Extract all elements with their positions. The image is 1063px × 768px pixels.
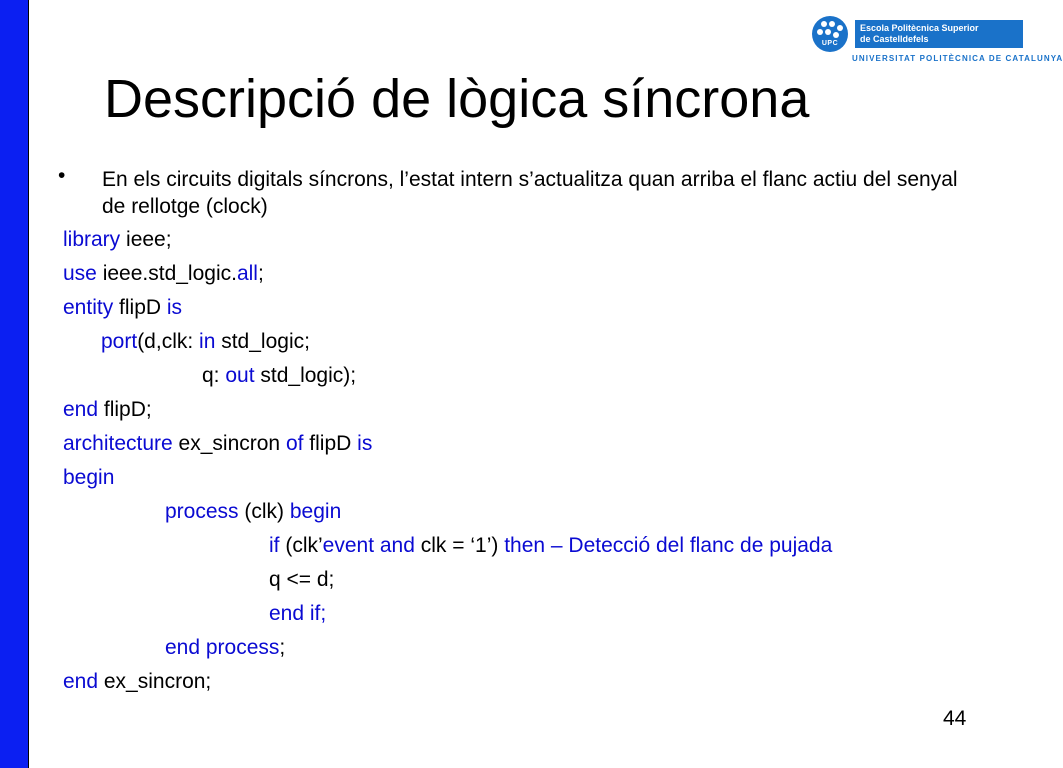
code-line-end-process: end process; xyxy=(165,636,286,659)
code-line-end-if: end if; xyxy=(269,602,327,625)
code-line-architecture: architecture ex_sincron of flipD is xyxy=(63,432,373,455)
slide-title: Descripció de lògica síncrona xyxy=(104,69,810,129)
bullet-marker: • xyxy=(58,164,66,187)
code-line-port-q: q: out std_logic); xyxy=(202,364,357,387)
school-name-line1: Escola Politècnica Superior xyxy=(860,23,979,33)
code-line-use: use ieee.std_logic.all; xyxy=(63,262,264,285)
university-name: UNIVERSITAT POLITÈCNICA DE CATALUNYA xyxy=(852,54,1063,63)
school-name-box xyxy=(855,20,1023,48)
code-line-begin: begin xyxy=(63,466,115,489)
code-line-entity: entity flipD is xyxy=(63,296,183,319)
bullet-text: En els circuits digitals síncrons, l’estat intern s’actualitza quan arriba el flanc actiu del senyal de rellotge (clock) xyxy=(102,168,958,218)
school-name-line2: de Castelldefels xyxy=(860,34,929,44)
code-line-assign: q <= d; xyxy=(269,568,335,591)
code-line-library: library ieee; xyxy=(63,228,172,251)
code-line-end-architecture: end ex_sincron; xyxy=(63,670,212,693)
left-accent-bar xyxy=(0,0,29,768)
upc-logo-text: UPC xyxy=(821,40,839,47)
upc-logo-mark xyxy=(812,16,848,52)
slide-number: 44 xyxy=(943,707,967,730)
code-line-process: process (clk) begin xyxy=(165,500,342,523)
code-line-port: port(d,clk: in std_logic; xyxy=(101,330,310,353)
code-line-end-entity: end flipD; xyxy=(63,398,152,421)
upc-logo xyxy=(812,16,1063,66)
code-line-if: if (clk’event and clk = ‘1’) then – Detecció del flanc de pujada xyxy=(269,534,833,557)
